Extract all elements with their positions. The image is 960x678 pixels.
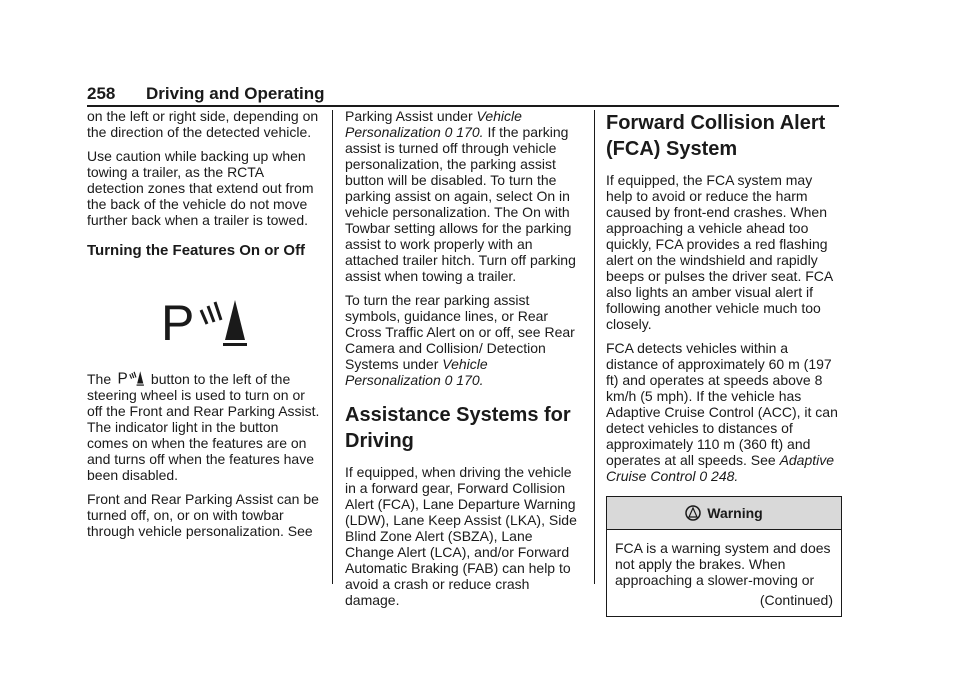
section-heading: Assistance Systems for Driving — [345, 404, 571, 452]
page-reference: 0 170. — [444, 372, 484, 388]
warning-body — [607, 530, 841, 616]
section-title: Driving and Operating — [146, 84, 325, 103]
paragraph: If equipped, when driving the vehicle in a forward gear, Forward Collision Alert (FCA), Lane Departure Warning (LDW), Lane Keep Assist (LKA), Side Blind Zone Alert (SBZA), Lane Change Alert (LCA), and/or Forward Automatic Braking (FAB) can help to avoid a crash or reduce crash damage. — [345, 464, 577, 608]
warning-title: Warning — [707, 505, 763, 521]
continued-label: (Continued) — [759, 592, 833, 608]
paragraph: on the left or right side, depending on the direction of the detected vehicle. — [87, 108, 319, 140]
cross-reference-link[interactable]: Vehicle Personalization — [345, 356, 488, 388]
page-number: 258 — [87, 84, 116, 103]
paragraph: Front and Rear Parking Assist can be turned off, on, or on with towbar through vehicle personalization. See — [87, 491, 319, 539]
page-reference: 0 248. — [699, 468, 739, 484]
paragraph: To turn the rear parking assist symbols, guidance lines, or Rear Cross Traffic Alert on or off, see Rear Camera and Collision/ Detection Systems under Vehicle Personalization 0 170. — [345, 292, 575, 388]
subheading: Turning the Features On or Off — [87, 242, 306, 259]
parking-assist-icon — [161, 296, 249, 348]
warning-text: FCA is a warning system and does not apply the brakes. When approaching a slower-moving or — [615, 540, 831, 588]
page-header — [87, 84, 839, 104]
paragraph: FCA detects vehicles within a distance of approximately 60 m (197 ft) and operates at speeds above 8 km/h (5 mph). If the vehicle has Adaptive Cruise Control (ACC), it can detect vehicles to distances of approximately 110 m (360 ft) and operates at all speeds. See Adaptive Cruise Control 0 248. — [606, 340, 838, 484]
column-left — [87, 108, 322, 547]
cross-reference-link[interactable]: Vehicle Personalization — [345, 108, 522, 140]
paragraph: The P button to the left of the steering wheel is used to turn on or off the Front and Rear Parking Assist. The indicator light in the button comes on when the features are on and turns off when the features have been disabled. — [87, 370, 320, 483]
column-middle — [345, 108, 581, 616]
paragraph: If equipped, the FCA system may help to avoid or reduce the harm caused by front-end crashes. When approaching a vehicle ahead too quickly, FCA provides a red flashing alert on the windshield and rapidly beeps or pulses the driver seat. FCA also lights an amber visual alert if following another vehicle much too closely. — [606, 172, 833, 332]
warning-header — [607, 497, 841, 530]
warning-icon — [685, 505, 701, 521]
parking-assist-icon — [117, 370, 145, 386]
column-right — [606, 108, 842, 617]
paragraph: Parking Assist under Vehicle Personalization 0 170. If the parking assist is turned off through vehicle personalization, the parking assist button will be disabled. To turn the parking assist on again, select On in vehicle personalization. The On with Towbar setting allows for the parking assist to work properly with an attached trailer hitch. Turn off parking assist when towing a trailer. — [345, 108, 576, 284]
header-rule — [87, 105, 839, 107]
section-heading: Forward Collision Alert (FCA) System — [606, 112, 826, 160]
paragraph: Use caution while backing up when towing a trailer, as the RCTA detection zones that extend out from the back of the vehicle do not move further back when a trailer is towed. — [87, 148, 314, 228]
svg-text:P: P — [117, 370, 128, 386]
warning-box — [606, 496, 842, 617]
page-reference: 0 170. — [444, 124, 484, 140]
column-divider — [332, 110, 333, 584]
column-divider — [594, 110, 595, 584]
cross-reference-link[interactable]: Adaptive Cruise Control — [606, 452, 835, 484]
svg-text:P: P — [160, 296, 194, 348]
